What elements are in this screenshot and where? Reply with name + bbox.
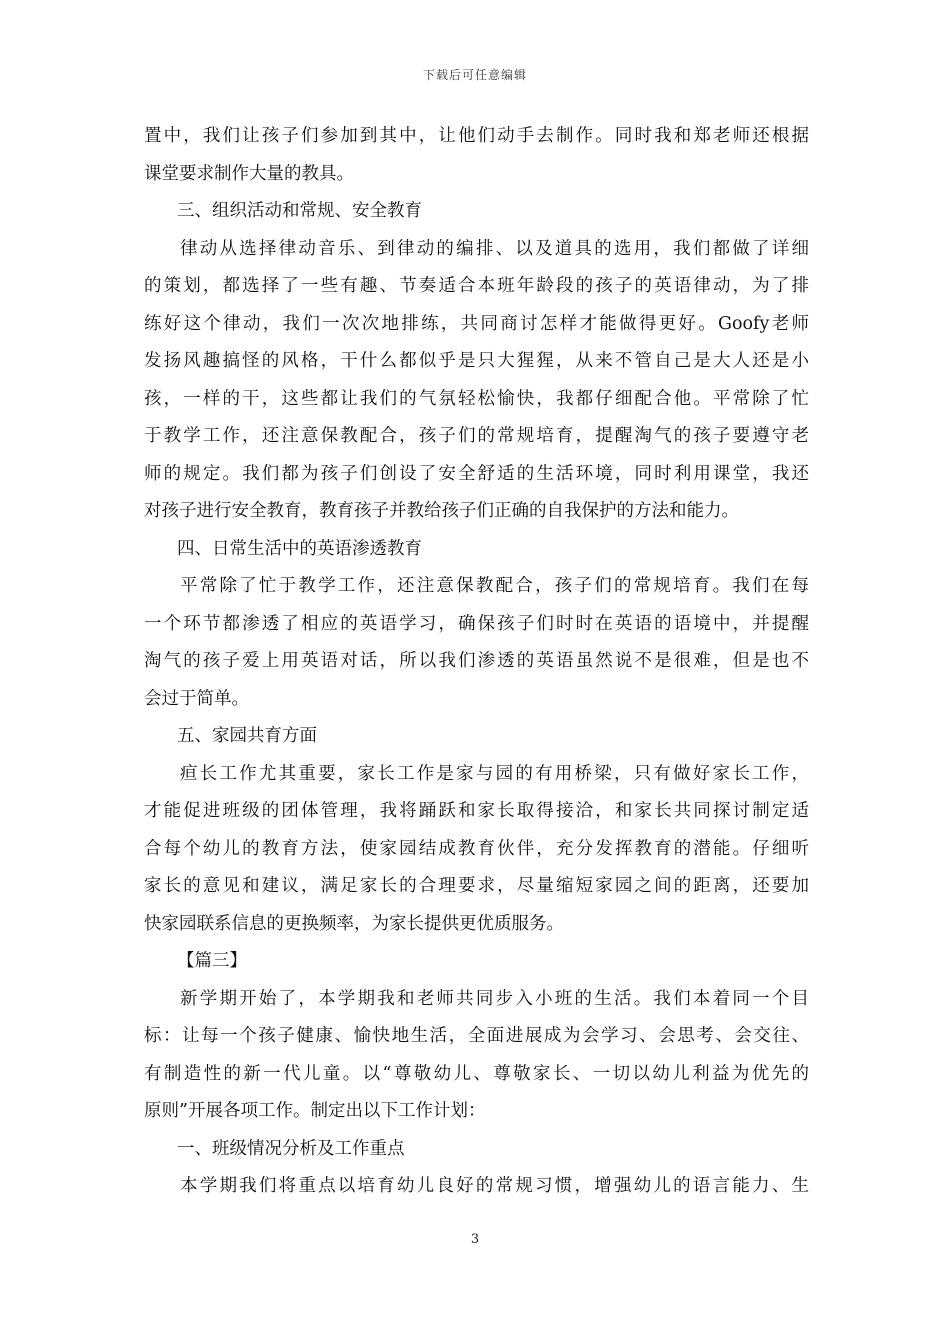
paragraph-line: 本学期我们将重点以培育幼儿良好的常规习惯，增强幼儿的语言能力、生: [180, 1176, 809, 1196]
paragraph-line: 新学期开始了，本学期我和老师共同步入小班的生活。我们本着同一个目: [180, 988, 809, 1009]
page-number: 3: [470, 1232, 480, 1247]
paragraph-line: 有制造性的新一代儿童。以“尊敬幼儿、尊敬家长、一切以幼儿利益为优先的: [144, 1063, 809, 1084]
section-heading: 三、组织活动和常规、安全教育: [177, 201, 422, 221]
paragraph-line: 标：让每一个孩子健康、愉快地生活，全面进展成为会学习、会思考、会交往、: [144, 1026, 809, 1046]
paragraph-line: 淘气的孩子爱上用英语对话，所以我们渗透的英语虽然说不是很难，但是也不: [144, 651, 809, 671]
paragraph-line: 对孩子进行安全教育，教育孩子并教给孩子们正确的自我保护的方法和能力。: [144, 501, 739, 521]
paragraph-line: 合每个幼儿的教育方法，使家园结成教育伙伴，充分发挥教育的潜能。仔细听: [144, 838, 809, 859]
document-body: [144, 118, 809, 1206]
paragraph-line: 平常除了忙于教学工作，还注意保教配合，孩子们的常规培育。我们在每: [180, 576, 809, 596]
paragraph-line: 课堂要求制作大量的教具。: [144, 163, 354, 184]
paragraph-line: 于教学工作，还注意保教配合，孩子们的常规培育，提醒淘气的孩子要遵守老: [144, 426, 809, 446]
paragraph-line: 发扬风趣搞怪的风格，干什么都似乎是只大猩猩，从来不管自己是大人还是小: [144, 351, 809, 371]
section-heading: 四、日常生活中的英语渗透教育: [177, 538, 422, 559]
part-heading: 【篇三】: [177, 951, 247, 971]
paragraph-line: 会过于简单。: [144, 688, 249, 709]
paragraph-line: 孩，一样的干，这些都让我们的气氛轻松愉快，我都仔细配合他。平常除了忙: [144, 388, 809, 409]
section-heading: 一、班级情况分析及工作重点: [177, 1138, 405, 1159]
paragraph-line: 师的规定。我们都为孩子们创设了安全舒适的生活环境，同时利用课堂，我还: [144, 463, 809, 484]
paragraph-line: 疸长工作尤其重要，家长工作是家与园的有用桥梁，只有做好家长工作，: [180, 763, 809, 784]
paragraph-line: 律动从选择律动音乐、到律动的编排、以及道具的选用，我们都做了详细: [180, 238, 809, 259]
paragraph-line: 练好这个律动，我们一次次地排练，共同商讨怎样才能做得更好。Goofy老师: [144, 313, 809, 334]
paragraph-line: 快家园联系信息的更换频率，为家长提供更优质服务。: [144, 913, 564, 934]
section-heading: 五、家园共育方面: [177, 726, 317, 746]
paragraph-line: 原则”开展各项工作。制定出以下工作计划：: [144, 1101, 486, 1121]
paragraph-line: 才能促进班级的团体管理，我将踊跃和家长取得接洽，和家长共同探讨制定适: [144, 801, 809, 821]
paragraph-line: 家长的意见和建议，满足家长的合理要求，尽量缩短家园之间的距离，还要加: [144, 876, 809, 896]
page-header: 下载后可任意编辑: [422, 68, 527, 82]
paragraph-line: 置中，我们让孩子们参加到其中，让他们动手去制作。同时我和郑老师还根据: [144, 126, 809, 146]
paragraph-line: 一个环节都渗透了相应的英语学习，确保孩子们时时在英语的语境中，并提醒: [144, 613, 809, 634]
paragraph-line: 的策划，都选择了一些有趣、节奏适合本班年龄段的孩子的英语律动，为了排: [144, 276, 809, 296]
